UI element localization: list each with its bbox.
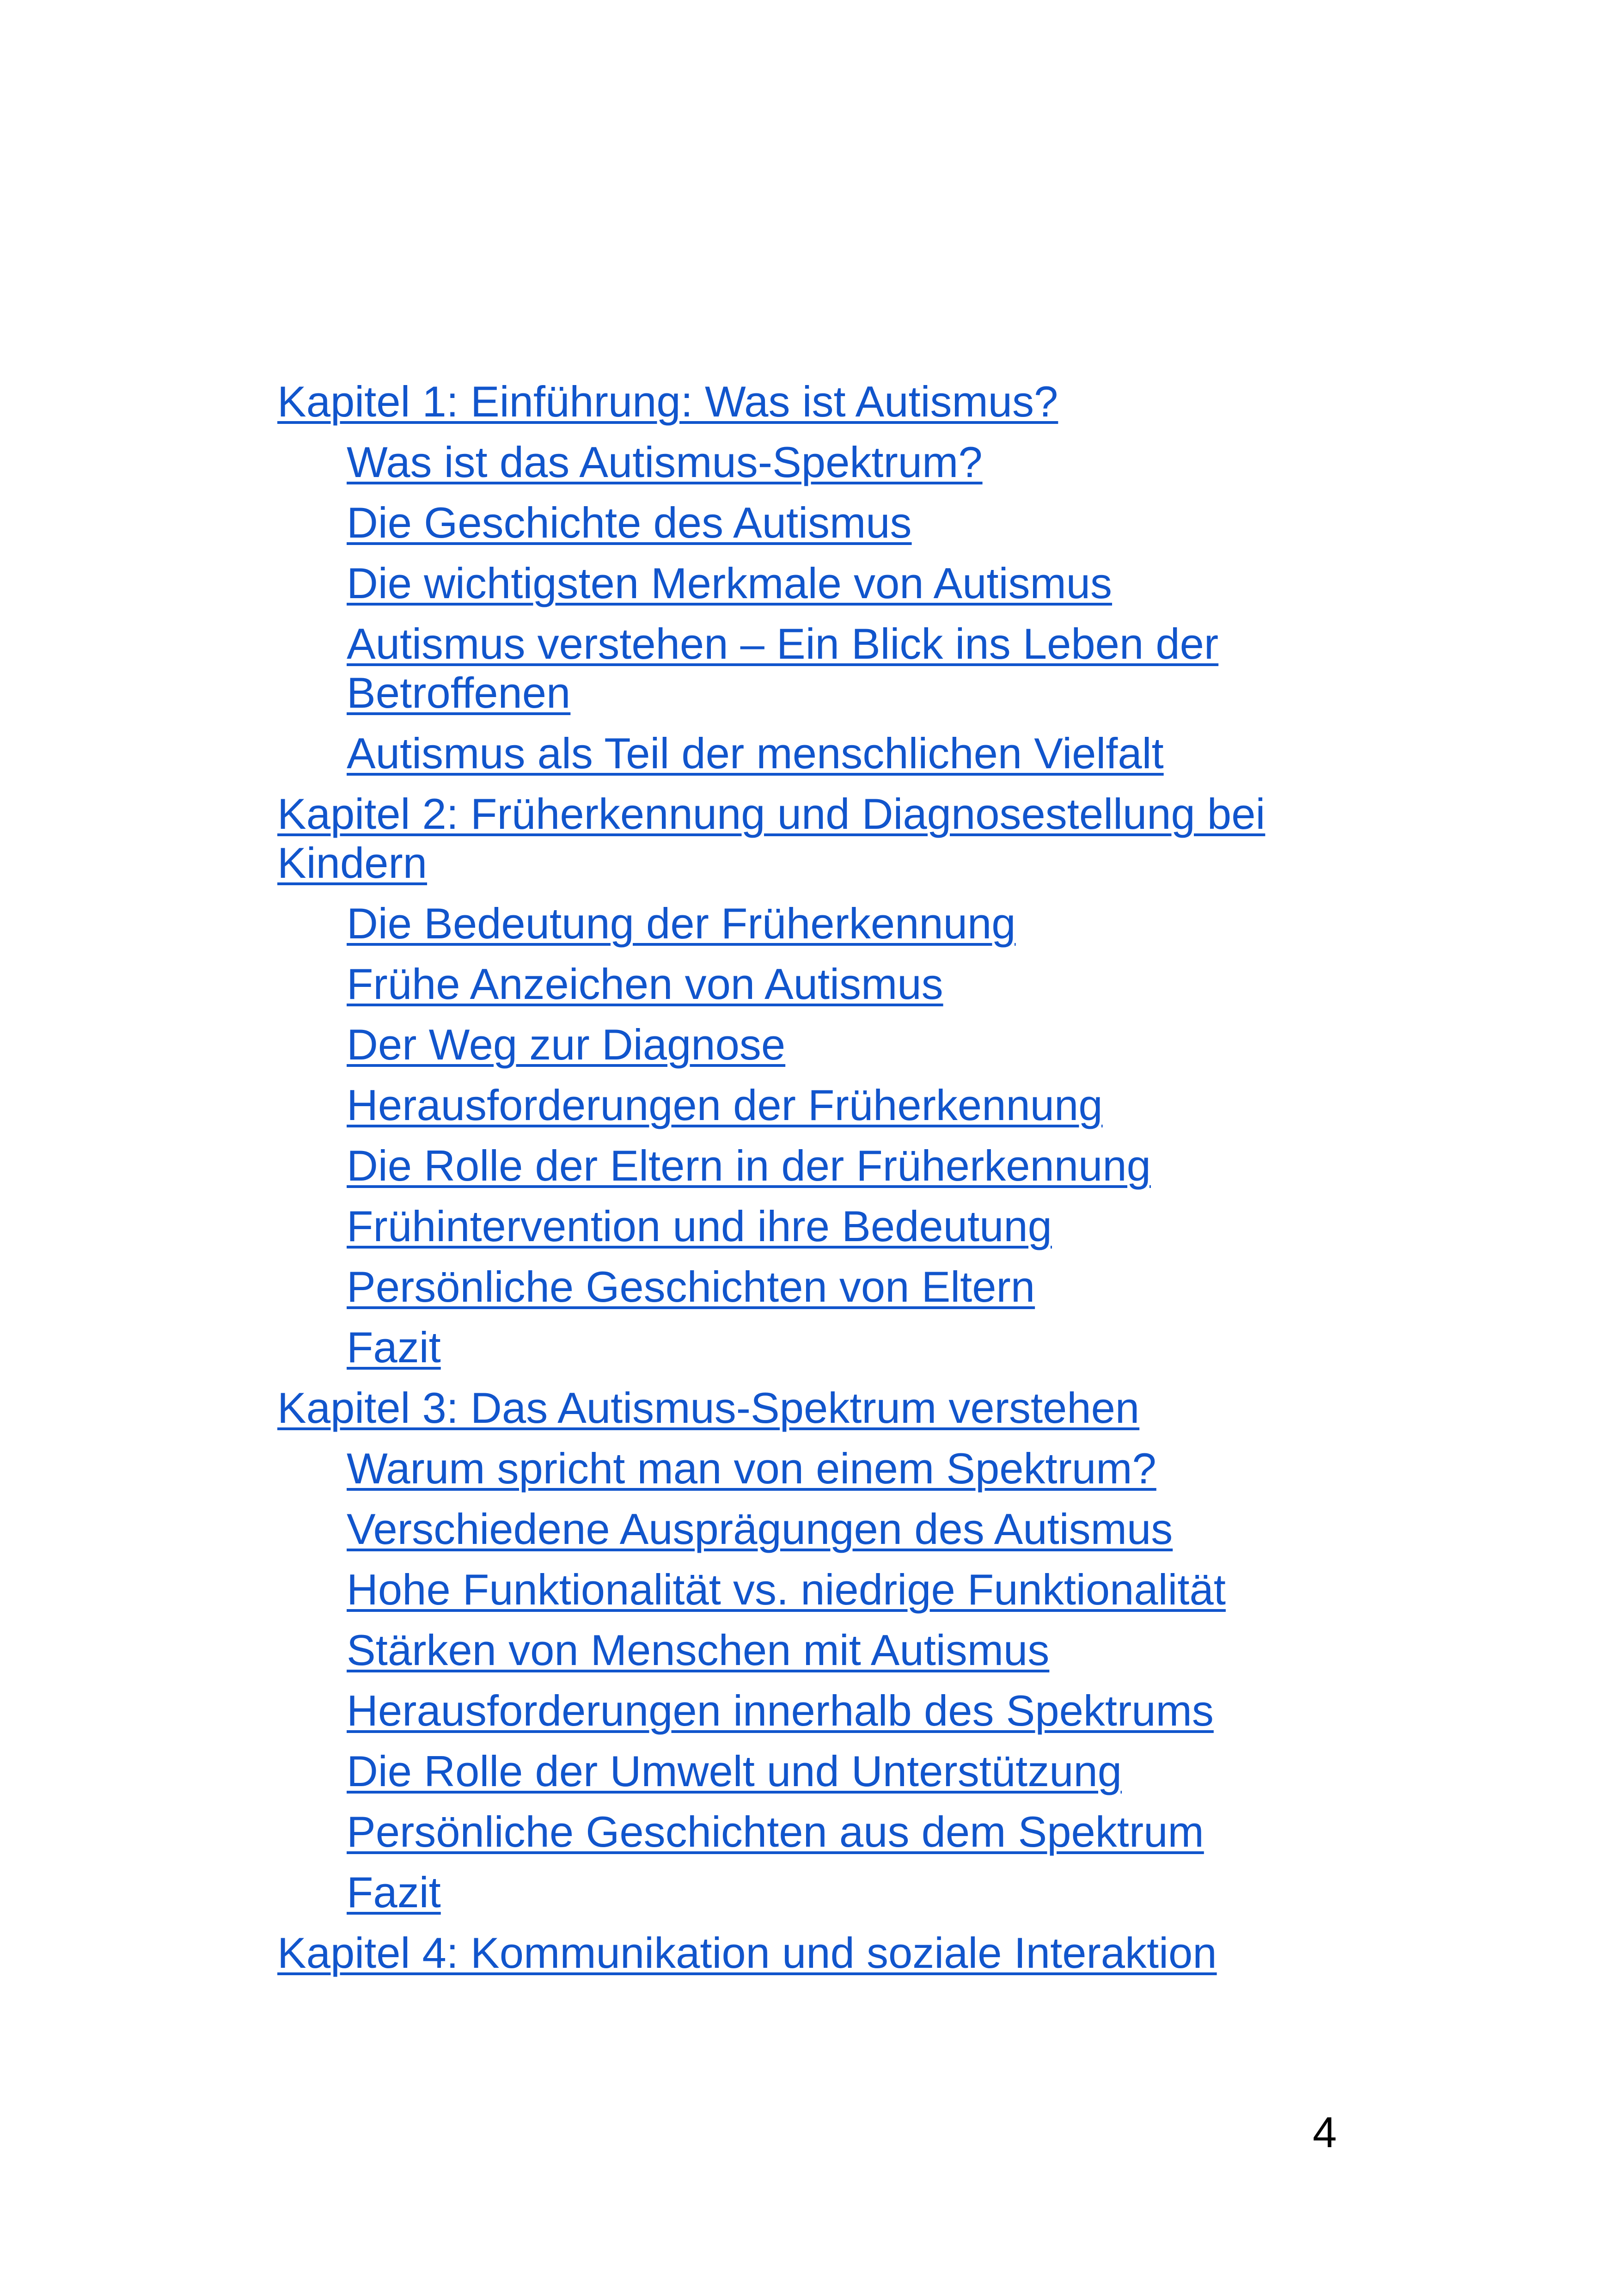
toc-section-link[interactable]: Die Rolle der Eltern in der Früherkennung <box>347 1141 1151 1190</box>
toc-section-link[interactable]: Frühintervention und ihre Bedeutung <box>347 1202 1052 1250</box>
toc-section-link[interactable]: Persönliche Geschichten von Eltern <box>347 1262 1035 1311</box>
toc-chapter-4-link[interactable]: Kapitel 4: Kommunikation und soziale Interaktion <box>277 1929 1217 1977</box>
toc-section-link[interactable]: Warum spricht man von einem Spektrum? <box>347 1444 1156 1493</box>
toc-chapter-2-link[interactable]: Kapitel 2: Früherkennung und Diagnosestellung bei Kindern <box>277 790 1266 887</box>
toc-section-link[interactable]: Die wichtigsten Merkmale von Autismus <box>347 559 1113 607</box>
toc-section-link[interactable]: Autismus als Teil der menschlichen Vielfalt <box>347 729 1164 778</box>
toc-section-link[interactable]: Herausforderungen der Früherkennung <box>347 1081 1103 1129</box>
toc-section-link[interactable]: Fazit <box>347 1323 441 1371</box>
toc-section-link[interactable]: Was ist das Autismus-Spektrum? <box>347 438 983 486</box>
table-of-contents <box>277 377 1276 1989</box>
toc-section-link[interactable]: Persönliche Geschichten aus dem Spektrum <box>347 1807 1204 1856</box>
toc-section-link[interactable]: Hohe Funktionalität vs. niedrige Funktionalität <box>347 1565 1226 1614</box>
toc-section-link[interactable]: Die Bedeutung der Früherkennung <box>347 899 1016 948</box>
toc-section-link[interactable]: Frühe Anzeichen von Autismus <box>347 960 943 1008</box>
toc-section-link[interactable]: Fazit <box>347 1868 441 1916</box>
toc-section-link[interactable]: Autismus verstehen – Ein Blick ins Leben der Betroffenen <box>347 619 1219 717</box>
toc-section-link[interactable]: Die Rolle der Umwelt und Unterstützung <box>347 1747 1122 1795</box>
toc-section-link[interactable]: Verschiedene Ausprägungen des Autismus <box>347 1505 1173 1553</box>
toc-section-link[interactable]: Die Geschichte des Autismus <box>347 498 912 547</box>
toc-section-link[interactable]: Stärken von Menschen mit Autismus <box>347 1626 1050 1674</box>
page-number: 4 <box>1313 2108 1337 2156</box>
toc-chapter-1-link[interactable]: Kapitel 1: Einführung: Was ist Autismus? <box>277 377 1058 426</box>
toc-section-link[interactable]: Herausforderungen innerhalb des Spektrums <box>347 1686 1214 1735</box>
toc-section-link[interactable]: Der Weg zur Diagnose <box>347 1020 786 1069</box>
toc-chapter-3-link[interactable]: Kapitel 3: Das Autismus-Spektrum verstehen <box>277 1384 1140 1432</box>
